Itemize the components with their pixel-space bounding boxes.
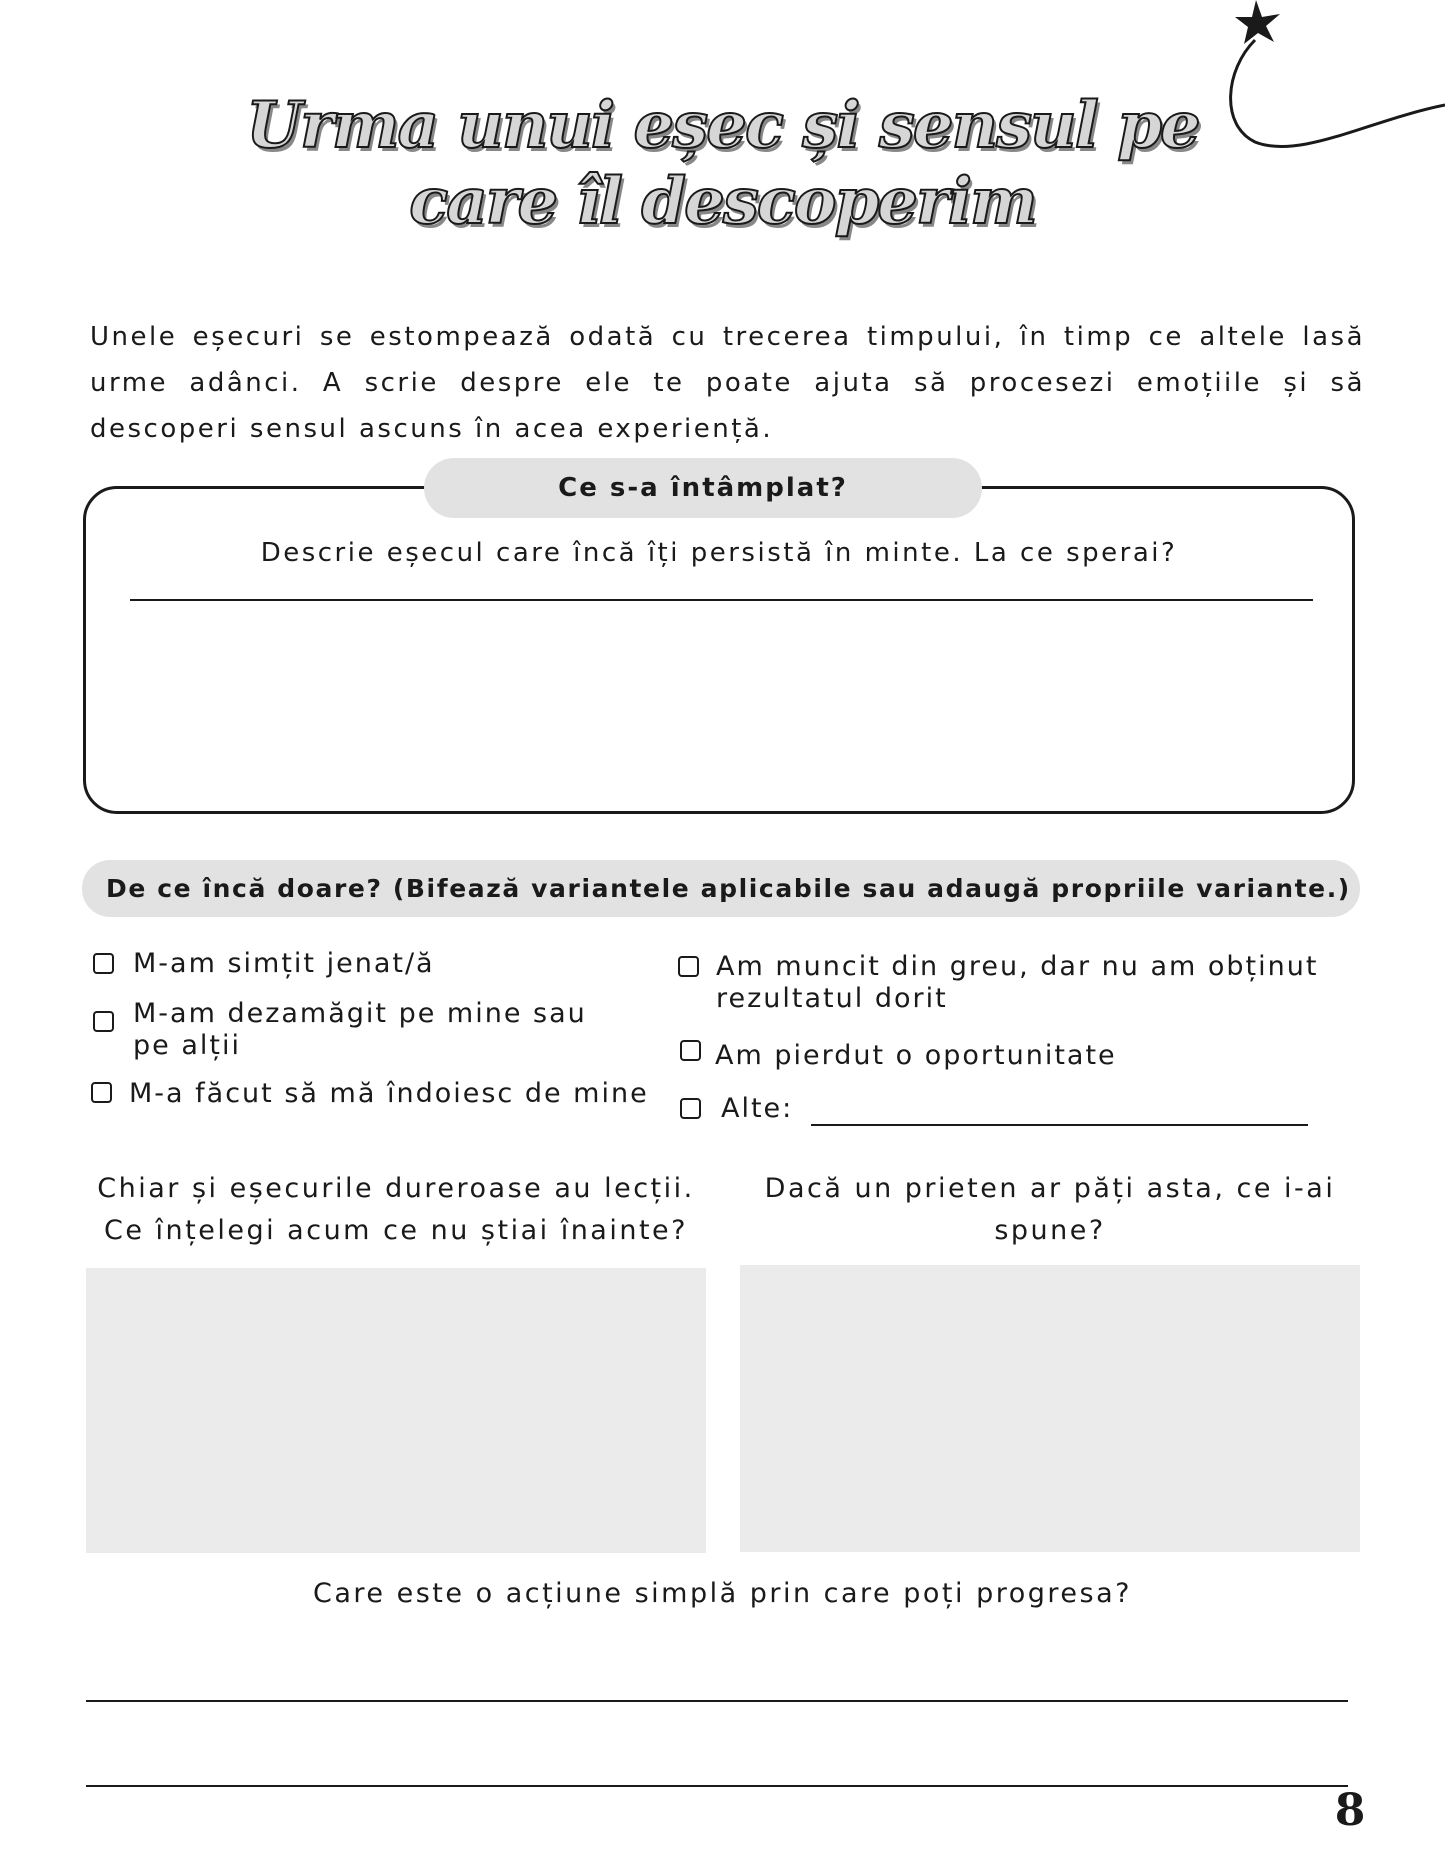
friend-question: Dacă un prieten ar păți asta, ce i-ai spune? — [764, 1173, 1336, 1246]
option-label: Am pierdut o oportunitate — [715, 1040, 1117, 1071]
option-label: Alte: — [721, 1093, 794, 1124]
option-label: Am muncit din greu, dar nu am obținut rezultatul dorit — [716, 951, 1319, 1014]
writing-line[interactable] — [86, 1785, 1348, 1787]
option-label: M-am simțit jenat/ă — [133, 948, 435, 979]
other-writing-line[interactable] — [811, 1124, 1308, 1126]
friend-answer-area[interactable] — [740, 1265, 1360, 1552]
checkbox[interactable] — [678, 956, 699, 977]
option-label: M-am dezamăgit pe mine sau pe alții — [133, 998, 587, 1061]
what-happened-box[interactable] — [83, 486, 1355, 814]
page-title — [160, 88, 1285, 240]
title-line-2: care îl descoperim — [409, 164, 1036, 239]
checkbox[interactable] — [680, 1040, 701, 1061]
writing-line[interactable] — [130, 599, 1313, 601]
lesson-answer-area[interactable] — [86, 1268, 706, 1553]
why-hurts-heading: De ce încă doare? (Bifează variantele aplicabile sau adaugă propriile variante.) — [82, 860, 1360, 917]
checkbox[interactable] — [93, 1011, 114, 1032]
writing-line[interactable] — [86, 1700, 1348, 1702]
action-question: Care este o acțiune simplă prin care poți progresa? — [313, 1578, 1132, 1609]
lesson-question: Chiar și eșecurile dureroase au lecții. Ce înțelegi acum ce nu știai înainte? — [97, 1173, 695, 1246]
checkbox[interactable] — [91, 1082, 112, 1103]
what-happened-prompt: Descrie eșecul care încă îți persistă în minte. La ce sperai? — [260, 538, 1178, 568]
page-number: 8 — [1334, 1785, 1366, 1836]
intro-paragraph: Unele eșecuri se estompează odată cu trecerea timpului, în timp ce altele lasă urme adânci. A scrie despre ele te poate ajuta să procesezi emoțiile și să descoperi sensul ascuns în acea experiență. — [90, 322, 1365, 444]
title-line-1: Urma unui eșec și sensul pe — [246, 88, 1199, 163]
what-happened-heading: Ce s-a întâmplat? — [424, 458, 982, 518]
checkbox[interactable] — [680, 1098, 701, 1119]
checkbox[interactable] — [93, 953, 114, 974]
option-label: M-a făcut să mă îndoiesc de mine — [129, 1078, 649, 1109]
